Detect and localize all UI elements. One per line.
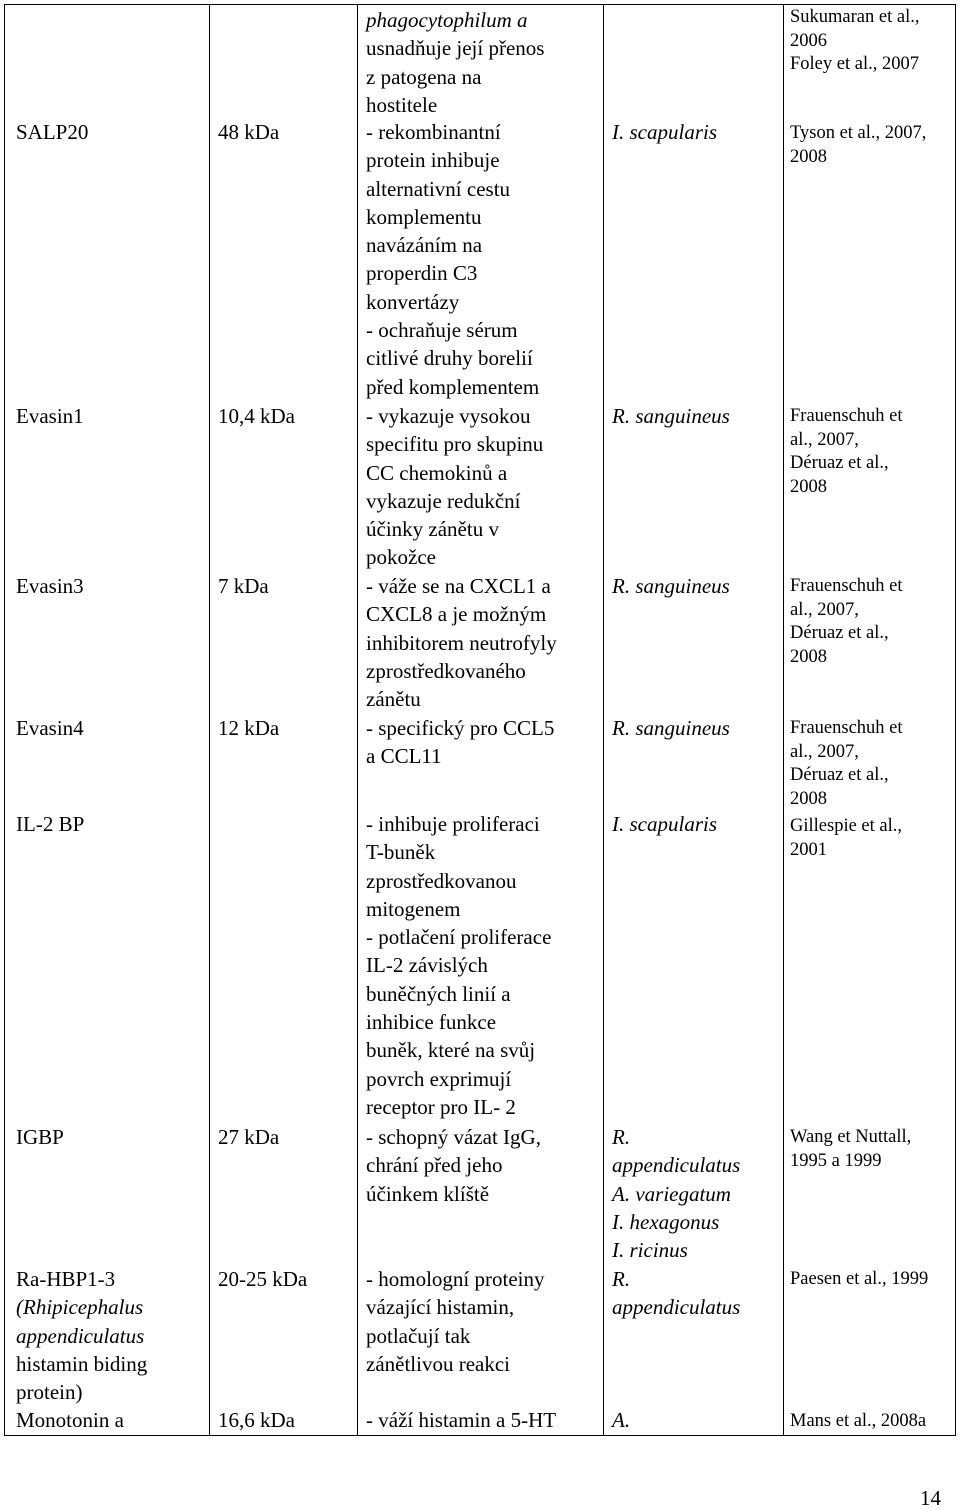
cell-line: z patogena na — [366, 64, 482, 89]
cell-line: vykazuje redukční — [366, 488, 521, 513]
cell-line: I. hexagonus — [612, 1209, 720, 1234]
protein-name-cell — [16, 810, 84, 838]
cell-line: povrch exprimují — [366, 1066, 512, 1091]
cell-line: A. variegatum — [612, 1181, 731, 1206]
cell-line: appendiculatus — [612, 1153, 741, 1178]
function-cell — [366, 1123, 541, 1208]
cell-line: 1995 a 1999 — [790, 1150, 882, 1171]
cell-line: - homologní proteiny — [366, 1267, 545, 1291]
cell-line: CC chemokinů a — [366, 460, 508, 485]
cell-line: Wang et Nuttall, — [790, 1127, 912, 1147]
function-cell — [366, 118, 539, 401]
cell-line: 2001 — [790, 839, 827, 860]
cell-line: zánětlivou reakci — [366, 1351, 511, 1376]
cell-line: al., 2007, — [790, 741, 859, 762]
cell-line: protein inhibuje — [366, 148, 500, 173]
tick-species-cell — [612, 572, 730, 600]
cell-line: (Rhipicephalus — [16, 1295, 144, 1320]
molecular-mass-cell: 16,6 kDa — [218, 1408, 295, 1432]
protein-name-cell — [16, 1123, 64, 1151]
cell-line: I. scapularis — [612, 812, 717, 836]
cell-line: Déruaz et al., — [790, 623, 889, 643]
cell-line: - potlačení proliferace — [366, 925, 552, 950]
cell-line: Frauenschuh et — [790, 576, 903, 596]
function-cell — [366, 1265, 544, 1378]
column-divider — [783, 4, 784, 1436]
function-cell — [366, 402, 543, 572]
cell-line: R. sanguineus — [612, 404, 730, 428]
column-divider — [209, 4, 210, 1436]
tick-species-cell — [612, 402, 730, 430]
tick-species-cell — [612, 1406, 630, 1434]
tick-species-cell — [612, 118, 717, 146]
cell-line: alternativní cestu — [366, 176, 511, 201]
cell-line: Gillespie et al., — [790, 816, 902, 836]
tick-species-cell — [612, 1265, 740, 1322]
cell-line: buněčných linií a — [366, 981, 511, 1006]
cell-line: inhibitorem neutrofyly — [366, 630, 557, 655]
cell-line: navázáním na — [366, 233, 483, 258]
cell-line: potlačují tak — [366, 1323, 471, 1348]
cell-line: Monotonin a — [16, 1408, 124, 1432]
protein-name-cell — [16, 1265, 147, 1406]
cell-line: specifitu pro skupinu — [366, 432, 544, 457]
cell-line: mitogenem — [366, 896, 461, 921]
cell-line: 2008 — [790, 788, 827, 809]
cell-line: vázající histamin, — [366, 1295, 515, 1320]
molecular-mass-cell: 12 kDa — [218, 716, 280, 740]
reference-cell — [790, 6, 919, 77]
cell-line: inhibice funkce — [366, 1010, 497, 1035]
cell-line: Mans et al., 2008a — [790, 1411, 927, 1431]
cell-line: Evasin3 — [16, 574, 84, 598]
cell-line: usnadňuje její přenos — [366, 36, 545, 61]
cell-line: 2008 — [790, 476, 827, 497]
protein-name-cell — [16, 572, 84, 600]
cell-line: IL-2 BP — [16, 812, 85, 836]
reference-cell — [790, 1410, 926, 1434]
function-cell — [366, 6, 544, 119]
molecular-mass-cell: 20-25 kDa — [218, 1267, 308, 1291]
function-cell — [366, 810, 551, 1121]
tick-species-cell — [612, 714, 730, 742]
cell-line: A. — [612, 1408, 631, 1432]
tick-species-cell — [612, 1123, 740, 1264]
cell-line: al., 2007, — [790, 429, 859, 450]
function-cell — [366, 1406, 556, 1434]
cell-line: I. scapularis — [612, 120, 717, 144]
cell-line: - schopný vázat IgG, — [366, 1125, 541, 1149]
cell-line: appendiculatus — [612, 1295, 741, 1320]
cell-line: účinkem klíště — [366, 1181, 490, 1206]
molecular-mass-cell: 7 kDa — [218, 574, 269, 598]
cell-line: histamin biding — [16, 1351, 148, 1376]
tick-species-cell — [612, 810, 717, 838]
cell-line: 2008 — [790, 146, 827, 167]
reference-cell — [790, 717, 903, 811]
cell-line: chrání před jeho — [366, 1153, 503, 1178]
cell-line: R. — [612, 1267, 631, 1291]
cell-line: I. ricinus — [612, 1238, 688, 1263]
cell-line: 2006 — [790, 30, 827, 51]
cell-line: Tyson et al., 2007, — [790, 123, 927, 143]
reference-cell — [790, 1126, 911, 1173]
reference-cell — [790, 815, 902, 862]
cell-line: účinky zánětu v — [366, 517, 499, 542]
cell-line: před komplementem — [366, 374, 540, 399]
cell-line: Ra-HBP1-3 — [16, 1267, 116, 1291]
cell-line: - specifický pro CCL5 — [366, 716, 555, 740]
cell-line: pokožce — [366, 545, 436, 570]
function-cell — [366, 572, 557, 713]
protein-name-cell — [16, 118, 88, 146]
cell-line: properdin C3 — [366, 261, 478, 286]
cell-line: IL-2 závislých — [366, 953, 488, 978]
protein-name-cell — [16, 1406, 124, 1434]
cell-line: Frauenschuh et — [790, 406, 903, 426]
cell-line: protein) — [16, 1380, 83, 1405]
reference-cell — [790, 1268, 928, 1292]
cell-line: Frauenschuh et — [790, 718, 903, 738]
protein-name-cell — [16, 402, 84, 430]
cell-line: komplementu — [366, 204, 482, 229]
cell-line: hostitele — [366, 92, 438, 117]
cell-line: T-buněk — [366, 840, 436, 865]
cell-line: - vykazuje vysokou — [366, 404, 531, 428]
cell-line: SALP20 — [16, 120, 89, 144]
cell-line: Foley et al., 2007 — [790, 54, 919, 74]
protein-name-cell — [16, 714, 84, 742]
cell-line: receptor pro IL- 2 — [366, 1094, 516, 1119]
cell-line: al., 2007, — [790, 599, 859, 620]
cell-line: - ochraňuje sérum — [366, 318, 518, 343]
cell-line: Evasin1 — [16, 404, 84, 428]
cell-line: buněk, které na svůj — [366, 1038, 536, 1063]
cell-line: konvertázy — [366, 289, 460, 314]
cell-line: - inhibuje proliferaci — [366, 812, 540, 836]
column-divider — [357, 4, 358, 1436]
cell-line: R. sanguineus — [612, 716, 730, 740]
molecular-mass-cell: 48 kDa — [218, 120, 280, 144]
cell-line: Sukumaran et al., — [790, 7, 920, 27]
cell-line: CXCL8 a je možným — [366, 602, 547, 627]
cell-line: - rekombinantní — [366, 120, 501, 144]
cell-line: Paesen et al., 1999 — [790, 1269, 929, 1289]
function-cell — [366, 714, 554, 771]
cell-line: IGBP — [16, 1125, 64, 1149]
cell-line: - váží histamin a 5-HT — [366, 1408, 557, 1432]
column-divider — [603, 4, 604, 1436]
cell-line: zánětu — [366, 687, 421, 712]
cell-line: citlivé druhy borelií — [366, 346, 533, 371]
cell-line: 2008 — [790, 646, 827, 667]
reference-cell — [790, 405, 903, 499]
cell-line: appendiculatus — [16, 1323, 145, 1348]
reference-cell — [790, 122, 926, 169]
molecular-mass-cell: 27 kDa — [218, 1125, 280, 1149]
cell-line: Déruaz et al., — [790, 765, 889, 785]
molecular-mass-cell: 10,4 kDa — [218, 404, 295, 428]
cell-line: - váže se na CXCL1 a — [366, 574, 551, 598]
page-number: 14 — [920, 1486, 941, 1510]
cell-line: Déruaz et al., — [790, 453, 889, 473]
cell-line: zprostředkovaného — [366, 658, 526, 683]
cell-line: a CCL11 — [366, 744, 442, 769]
cell-line: R. sanguineus — [612, 574, 730, 598]
cell-line: R. — [612, 1125, 631, 1149]
cell-line: zprostředkovanou — [366, 868, 517, 893]
cell-line: Evasin4 — [16, 716, 84, 740]
reference-cell — [790, 575, 903, 669]
cell-line: phagocytophilum a — [366, 8, 528, 32]
